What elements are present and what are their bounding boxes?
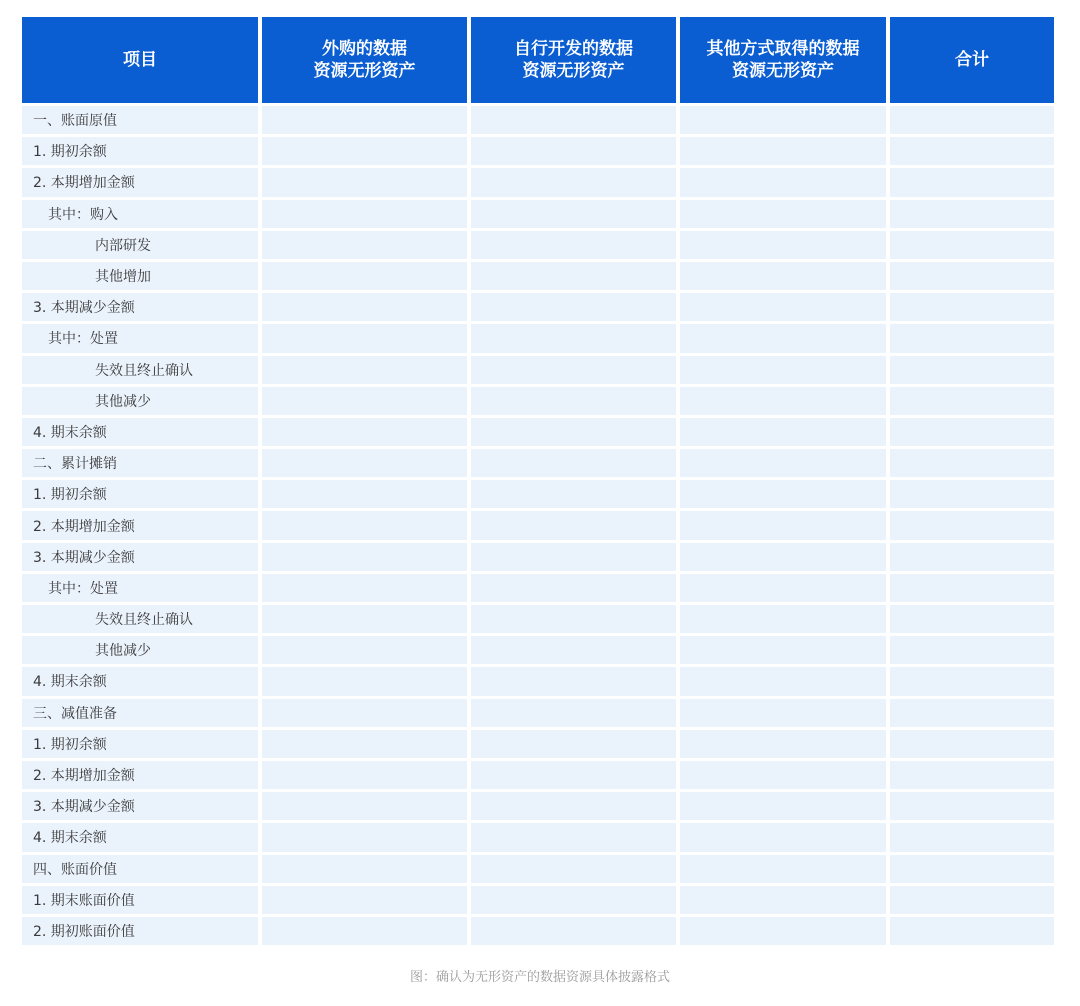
- table-cell: [890, 543, 1054, 571]
- table-cell: [262, 387, 467, 415]
- table-cell: [262, 200, 467, 228]
- table-cell: [680, 262, 886, 290]
- table-cell: [890, 917, 1054, 945]
- table-cell: [262, 761, 467, 789]
- row-label: 失效且终止确认: [22, 605, 258, 633]
- table-cell: [680, 730, 886, 758]
- table-cell: [680, 418, 886, 446]
- table-cell: [262, 699, 467, 727]
- table-cell: [471, 293, 676, 321]
- row-label: 其中：处置: [22, 574, 258, 602]
- table-cell: [680, 543, 886, 571]
- table-cell: [262, 106, 467, 134]
- table-cell: [471, 855, 676, 883]
- table-cell: [890, 356, 1054, 384]
- table-cell: [680, 761, 886, 789]
- table-cell: [471, 543, 676, 571]
- table-cell: [471, 917, 676, 945]
- table-cell: [890, 480, 1054, 508]
- row-label: 其他减少: [22, 636, 258, 664]
- table-cell: [890, 387, 1054, 415]
- table-cell: [890, 106, 1054, 134]
- table-cell: [471, 605, 676, 633]
- table-cell: [680, 574, 886, 602]
- table-cell: [262, 574, 467, 602]
- table-cell: [680, 480, 886, 508]
- table-cell: [262, 356, 467, 384]
- table-cell: [890, 823, 1054, 851]
- header-label: 项目: [123, 50, 157, 70]
- table-cell: [262, 792, 467, 820]
- table-cell: [680, 855, 886, 883]
- table-cell: [262, 324, 467, 352]
- table-cell: [890, 262, 1054, 290]
- table-cell: [262, 855, 467, 883]
- row-label: 四、账面价值: [22, 855, 258, 883]
- table-cell: [680, 387, 886, 415]
- header-label: 自行开发的数据 资源无形资产: [514, 39, 633, 81]
- table-cell: [680, 449, 886, 477]
- table-cell: [890, 324, 1054, 352]
- row-label: 2. 本期增加金额: [22, 761, 258, 789]
- table-cell: [471, 387, 676, 415]
- table-cell: [890, 605, 1054, 633]
- table-cell: [680, 293, 886, 321]
- table-cell: [262, 449, 467, 477]
- table-cell: [680, 823, 886, 851]
- row-label: 二、累计摊销: [22, 449, 258, 477]
- table-cell: [680, 324, 886, 352]
- table-cell: [471, 262, 676, 290]
- table-cell: [680, 636, 886, 664]
- header-total: [890, 17, 1054, 103]
- table-cell: [262, 636, 467, 664]
- header-label: 合计: [955, 50, 989, 70]
- table-cell: [471, 636, 676, 664]
- row-label: 2. 期初账面价值: [22, 917, 258, 945]
- row-label: 4. 期末余额: [22, 823, 258, 851]
- row-label: 1. 期初余额: [22, 730, 258, 758]
- figure-caption: 图：确认为无形资产的数据资源具体披露格式: [409, 970, 670, 985]
- row-label: 三、减值准备: [22, 699, 258, 727]
- header-item: [22, 17, 258, 103]
- table-cell: [890, 667, 1054, 695]
- header-label: 其他方式取得的数据 资源无形资产: [706, 39, 860, 81]
- table-cell: [890, 855, 1054, 883]
- table-cell: [262, 137, 467, 165]
- table-cell: [680, 917, 886, 945]
- table-cell: [890, 200, 1054, 228]
- table-cell: [890, 792, 1054, 820]
- row-label: 内部研发: [22, 231, 258, 259]
- row-label: 1. 期末账面价值: [22, 886, 258, 914]
- table-cell: [680, 106, 886, 134]
- header-self-developed: [471, 17, 676, 103]
- table-cell: [890, 449, 1054, 477]
- table-cell: [262, 293, 467, 321]
- table-cell: [890, 418, 1054, 446]
- table-cell: [471, 480, 676, 508]
- table-cell: [890, 886, 1054, 914]
- row-label: 其他增加: [22, 262, 258, 290]
- row-label: 1. 期初余额: [22, 137, 258, 165]
- table-cell: [262, 231, 467, 259]
- table-cell: [471, 418, 676, 446]
- table-cell: [262, 511, 467, 539]
- table-cell: [471, 574, 676, 602]
- table-cell: [680, 511, 886, 539]
- table-cell: [890, 511, 1054, 539]
- table-cell: [471, 667, 676, 695]
- table-cell: [471, 200, 676, 228]
- table-cell: [262, 730, 467, 758]
- table-cell: [680, 605, 886, 633]
- table-cell: [680, 667, 886, 695]
- table-cell: [471, 449, 676, 477]
- table-cell: [262, 605, 467, 633]
- table-cell: [262, 480, 467, 508]
- row-label: 4. 期末余额: [22, 667, 258, 695]
- row-label: 失效且终止确认: [22, 356, 258, 384]
- table-cell: [262, 823, 467, 851]
- table-cell: [262, 667, 467, 695]
- row-label: 3. 本期减少金额: [22, 543, 258, 571]
- row-label: 4. 期末余额: [22, 418, 258, 446]
- table-cell: [890, 574, 1054, 602]
- table-cell: [890, 137, 1054, 165]
- row-label: 3. 本期减少金额: [22, 293, 258, 321]
- table-cell: [471, 699, 676, 727]
- row-label: 1. 期初余额: [22, 480, 258, 508]
- table-cell: [680, 356, 886, 384]
- table-cell: [262, 917, 467, 945]
- table-cell: [890, 168, 1054, 196]
- table-cell: [471, 886, 676, 914]
- table-cell: [680, 792, 886, 820]
- table-cell: [262, 418, 467, 446]
- table-cell: [471, 356, 676, 384]
- table-cell: [471, 823, 676, 851]
- table-cell: [471, 761, 676, 789]
- table-cell: [890, 730, 1054, 758]
- table-cell: [262, 886, 467, 914]
- table-cell: [890, 699, 1054, 727]
- table-cell: [680, 231, 886, 259]
- table-cell: [680, 200, 886, 228]
- table-cell: [471, 792, 676, 820]
- row-label: 其中：处置: [22, 324, 258, 352]
- header-other-acquired: [680, 17, 886, 103]
- table-cell: [890, 636, 1054, 664]
- row-label: 其他减少: [22, 387, 258, 415]
- disclosure-table: [22, 17, 1056, 948]
- table-cell: [680, 886, 886, 914]
- table-cell: [471, 231, 676, 259]
- table-cell: [680, 699, 886, 727]
- row-label: 2. 本期增加金额: [22, 511, 258, 539]
- table-cell: [471, 106, 676, 134]
- table-cell: [890, 231, 1054, 259]
- table-cell: [471, 511, 676, 539]
- header-label: 外购的数据 资源无形资产: [313, 39, 416, 81]
- table-cell: [890, 761, 1054, 789]
- table-cell: [471, 168, 676, 196]
- row-label: 其中：购入: [22, 200, 258, 228]
- table-cell: [890, 293, 1054, 321]
- table-cell: [471, 730, 676, 758]
- row-label: 3. 本期减少金额: [22, 792, 258, 820]
- table-cell: [262, 543, 467, 571]
- table-cell: [680, 137, 886, 165]
- table-cell: [471, 324, 676, 352]
- table-cell: [680, 168, 886, 196]
- table-cell: [262, 168, 467, 196]
- table-cell: [262, 262, 467, 290]
- row-label: 一、账面原值: [22, 106, 258, 134]
- table-cell: [471, 137, 676, 165]
- header-purchased: [262, 17, 467, 103]
- row-label: 2. 本期增加金额: [22, 168, 258, 196]
